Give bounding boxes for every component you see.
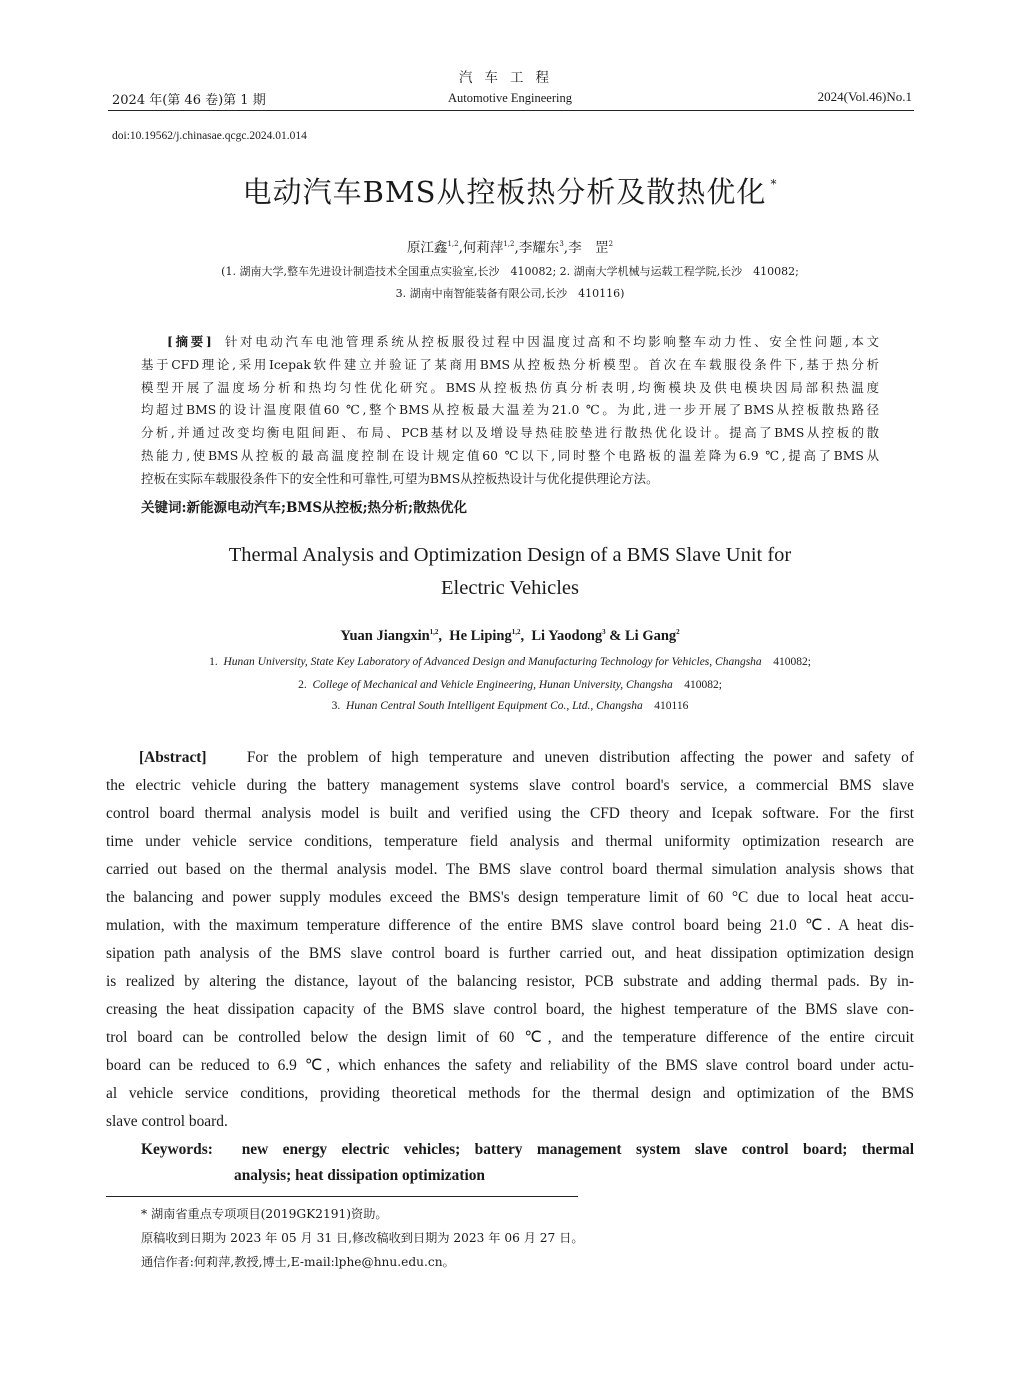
abstract-en-line: control board thermal analysis model is built and verified using the CFD theory and Icepak software. For the first	[106, 805, 914, 822]
abstract-en-label: [Abstract]	[139, 749, 207, 766]
keywords-en-text: new energy electric vehicles; battery management system slave control board; thermal	[241, 1141, 914, 1158]
abstract-en-line: creasing the heat dissipation capacity of the BMS slave control board, the highest temperature of the BMS slave con-	[106, 1001, 914, 1018]
affiliation-cn-line: 3. 湖南中南智能装备有限公司,长沙 410116)	[395, 287, 625, 300]
abstract-en-line: the electric vehicle during the battery management systems slave control board's service, a commercial BMS slave	[106, 777, 914, 794]
author-sup: 1,2	[447, 240, 459, 248]
abstract-cn-text: 针对电动汽车电池管理系统从控板服役过程中因温度过高和不均影响整车动力性、安全性问题,本文	[225, 334, 879, 349]
abstract-en-line	[106, 744, 914, 772]
keywords-en-line: analysis; heat dissipation optimization	[234, 1167, 485, 1184]
author-en: Yuan Jiangxin	[340, 628, 430, 644]
affiliation-text: Hunan Central South Intelligent Equipment Co., Ltd., Changsha	[346, 700, 643, 712]
author-cn: 李耀东	[518, 240, 560, 256]
author-sup: 3	[559, 240, 564, 248]
affiliation-en-line	[0, 656, 1020, 668]
author-en: Li Yaodong	[531, 628, 603, 644]
author-cn: 原江鑫	[406, 240, 448, 256]
abstract-en-line: trol board can be controlled below the design limit of 60 ℃, and the temperature difference of the entire circuit	[106, 1029, 914, 1046]
author-separator: &	[605, 628, 625, 644]
abstract-en-line: the balancing and power supply modules exceed the BMS's design temperature limit of 60 °C due to local heat accu-	[106, 889, 914, 906]
authors-cn: 原江鑫$^{1,2}$,何莉萍$^{1,2}$,李耀东$^3$,李 罡$^2$	[406, 240, 614, 256]
abstract-cn	[141, 331, 879, 491]
affiliation-cn-line: (1. 湖南大学,整车先进设计制造技术全国重点实验室,长沙 410082; 2. 湖南大学机械与运载工程学院,长沙 410082;	[221, 265, 799, 278]
authors-en	[0, 628, 1020, 645]
paper-title-en-line: Thermal Analysis and Optimization Design of a BMS Slave Unit for	[228, 544, 792, 566]
author-separator: ,	[520, 628, 532, 644]
abstract-cn-line: 热能力,使BMS从控板的最高温度控制在设计规定值60 ℃以下,同时整个电路板的温差降为6.9 ℃,提高了BMS从	[141, 447, 879, 463]
abstract-cn-line: 均超过BMS的设计温度限值60 ℃,整个BMS从控板最大温差为21.0 ℃。为此,进一步开展了BMS从控板散热路径	[141, 402, 879, 418]
footnote-funding: * 湖南省重点专项项目(2019GK2191)资助。	[141, 1207, 388, 1221]
keywords-en	[141, 1137, 914, 1189]
affiliation-num: 1.	[209, 656, 218, 668]
paper-title-cn-text: 电动汽车BMS从控板热分析及散热优化	[242, 175, 767, 209]
abstract-en-text: For the problem of high temperature and uneven distribution affecting the power and safety of	[246, 749, 914, 766]
paper-title-cn	[0, 170, 1020, 211]
abstract-cn-line	[141, 331, 879, 354]
author-sup: 3	[602, 628, 606, 636]
abstract-en-line: board can be reduced to 6.9 ℃, which enhances the safety and reliability of the BMS slave control board under actu-	[106, 1057, 914, 1074]
author-en: He Liping	[449, 628, 512, 644]
journal-title-cn: 汽车工程	[459, 70, 561, 86]
author-en: Li Gang	[625, 628, 677, 644]
author-cn: 何莉萍	[462, 240, 504, 256]
footnote-dates: 原稿收到日期为 2023 年 05 月 31 日,修改稿收到日期为 2023 年 06 月 27 日。	[141, 1231, 584, 1245]
abstract-en-line: carried out based on the thermal analysis model. The BMS slave control board thermal simulation analysis shows that	[106, 861, 914, 878]
doi: doi:10.19562/j.chinasae.qcgc.2024.01.014	[112, 130, 307, 142]
affiliation-num: 3.	[331, 700, 341, 712]
author-sup: 1,2	[503, 240, 515, 248]
keywords-cn: 关键词:新能源电动汽车;BMS从控板;热分析;散热优化	[141, 500, 468, 516]
abstract-en-line: mulation, with the maximum temperature difference of the entire BMS slave control board being 21.0 ℃. A heat dis-	[106, 917, 914, 934]
abstract-en-line: slave control board.	[106, 1113, 228, 1130]
abstract-en-line: is realized by altering the distance, layout of the balancing resistor, PCB substrate and adding thermal pads. By in-	[106, 973, 914, 990]
issue-cn: 2024 年(第 46 卷)第 1 期	[112, 93, 266, 108]
abstract-cn-line: 基于CFD理论,采用Icepak软件建立并验证了某商用BMS从控板热分析模型。首次在车载服役条件下,基于热分析	[141, 356, 879, 372]
abstract-en-line: time under vehicle service conditions, temperature field analysis and thermal uniformity optimization research are	[106, 833, 914, 850]
abstract-en-line: sipation path analysis of the BMS slave control board is further carried out, and heat dissipation optimization design	[106, 945, 914, 962]
author-sup: 2	[676, 628, 680, 636]
abstract-en-line: al vehicle service conditions, providing theoretical methods for the thermal design and optimization of the BMS	[106, 1085, 914, 1102]
abstract-cn-line: 控板在实际车载服役条件下的安全性和可靠性,可望为BMS从控板热设计与优化提供理论方法。	[141, 470, 659, 486]
author-sup: 1,2	[429, 628, 439, 636]
affiliation-en-line	[0, 679, 1020, 691]
affiliation-postcode: 410082;	[773, 656, 811, 668]
author-sup: 1,2	[511, 628, 521, 636]
funding-mark: *	[770, 177, 778, 191]
issue-en: 2024(Vol.46)No.1	[817, 89, 912, 104]
abstract-cn-label: [摘要]	[167, 334, 212, 349]
paper-title-en-line: Electric Vehicles	[441, 577, 579, 599]
abstract-en	[106, 744, 914, 1136]
affiliation-text: Hunan University, State Key Laboratory of Advanced Design and Manufacturing Technology for Vehicles, Changsha	[223, 656, 762, 668]
footnote-rule	[106, 1196, 578, 1197]
affiliation-en-line	[0, 700, 1020, 712]
header-rule	[108, 110, 914, 111]
abstract-cn-line: 分析,并通过改变均衡电阻间距、布局、PCB基材以及增设导热硅胶垫进行散热优化设计。提高了BMS从控板的散	[141, 425, 879, 441]
author-separator: ,	[438, 628, 450, 644]
footnote-correspondence: 通信作者:何莉萍,教授,博士,E-mail:lphe@hnu.edu.cn。	[141, 1255, 455, 1269]
author-sup: 2	[608, 240, 614, 248]
abstract-cn-line: 模型开展了温度场分析和热均匀性优化研究。BMS从控板热仿真分析表明,均衡模块及供电模块因局部积热温度	[141, 379, 879, 395]
affiliation-num: 2.	[298, 679, 307, 691]
affiliation-postcode: 410116	[654, 700, 689, 712]
keywords-en-label: Keywords:	[141, 1141, 213, 1158]
keywords-en-line	[141, 1137, 914, 1163]
affiliation-text: College of Mechanical and Vehicle Engineering, Hunan University, Changsha	[312, 679, 673, 691]
author-cn: 李 罡	[568, 240, 609, 256]
affiliation-postcode: 410082;	[684, 679, 722, 691]
journal-title-en: Automotive Engineering	[448, 91, 572, 105]
